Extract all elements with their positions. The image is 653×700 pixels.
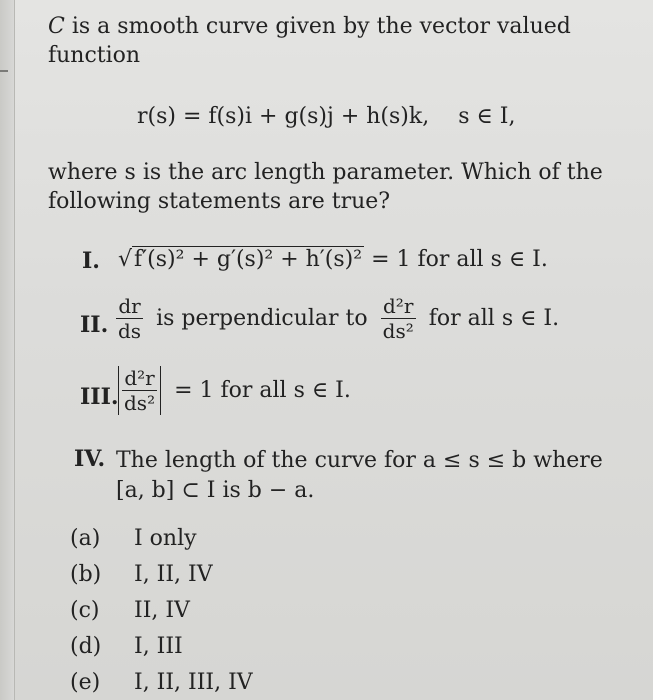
statement-3 <box>118 366 351 415</box>
statement-1 <box>118 246 548 272</box>
statement-1-rest: = 1 for all s ∈ I. <box>371 247 548 272</box>
intro-text: is a smooth curve given by the vector valued function <box>48 14 571 68</box>
edge-mark <box>0 70 8 72</box>
eq-rhs: = f(s)i + g(s)j + h(s)k, <box>182 104 430 129</box>
option-d-text: I, III <box>134 634 183 659</box>
statement-4-line-1: The length of the curve for a ≤ s ≤ b where <box>116 448 603 473</box>
sqrt-sign: √ <box>118 247 133 272</box>
eq-domain: s ∈ I, <box>458 104 516 129</box>
option-e-text: I, II, III, IV <box>134 670 253 695</box>
frac-denominator: ds <box>118 319 142 343</box>
question-prompt: where s is the arc length parameter. Which of the following statements are true? <box>48 160 603 214</box>
d2r-ds2-fraction <box>122 366 157 415</box>
eq-lhs: r(s) <box>137 104 176 129</box>
frac-numerator: d²r <box>122 366 157 391</box>
page-edge <box>0 0 15 700</box>
statement-2-number: II. <box>80 312 109 338</box>
option-d-label: (d) <box>70 634 102 659</box>
option-c-text: II, IV <box>134 598 190 623</box>
d2r-ds2-fraction <box>381 294 416 343</box>
option-a-label: (a) <box>70 526 101 551</box>
statement-2-rest: for all s ∈ I. <box>428 305 560 331</box>
frac-numerator: d²r <box>381 294 416 319</box>
statement-3-number: III. <box>80 384 119 410</box>
abs-value <box>118 366 161 415</box>
frac-numerator: dr <box>116 294 143 319</box>
statement-4-line-2: [a, b] ⊂ I is b − a. <box>116 478 315 503</box>
statement-1-number: I. <box>82 248 100 274</box>
option-a-text: I only <box>134 526 197 551</box>
option-e-label: (e) <box>70 670 101 695</box>
frac-denominator: ds² <box>382 319 414 343</box>
dr-ds-fraction <box>116 294 143 343</box>
option-c-label: (c) <box>70 598 100 623</box>
frac-denominator: ds² <box>124 391 156 415</box>
question-intro <box>48 12 638 70</box>
option-b-label: (b) <box>70 562 102 587</box>
statement-2 <box>116 294 559 343</box>
statement-3-rest: = 1 for all s ∈ I. <box>174 377 351 403</box>
statement-4-number: IV. <box>74 446 106 472</box>
curve-symbol: C <box>48 14 65 39</box>
statement-4 <box>116 446 603 506</box>
statement-1-radicand: f′(s)² + g′(s)² + h′(s)² <box>134 247 363 272</box>
vector-function-equation <box>137 104 515 129</box>
statement-2-mid: is perpendicular to <box>156 305 368 331</box>
option-b-text: I, II, IV <box>134 562 213 587</box>
